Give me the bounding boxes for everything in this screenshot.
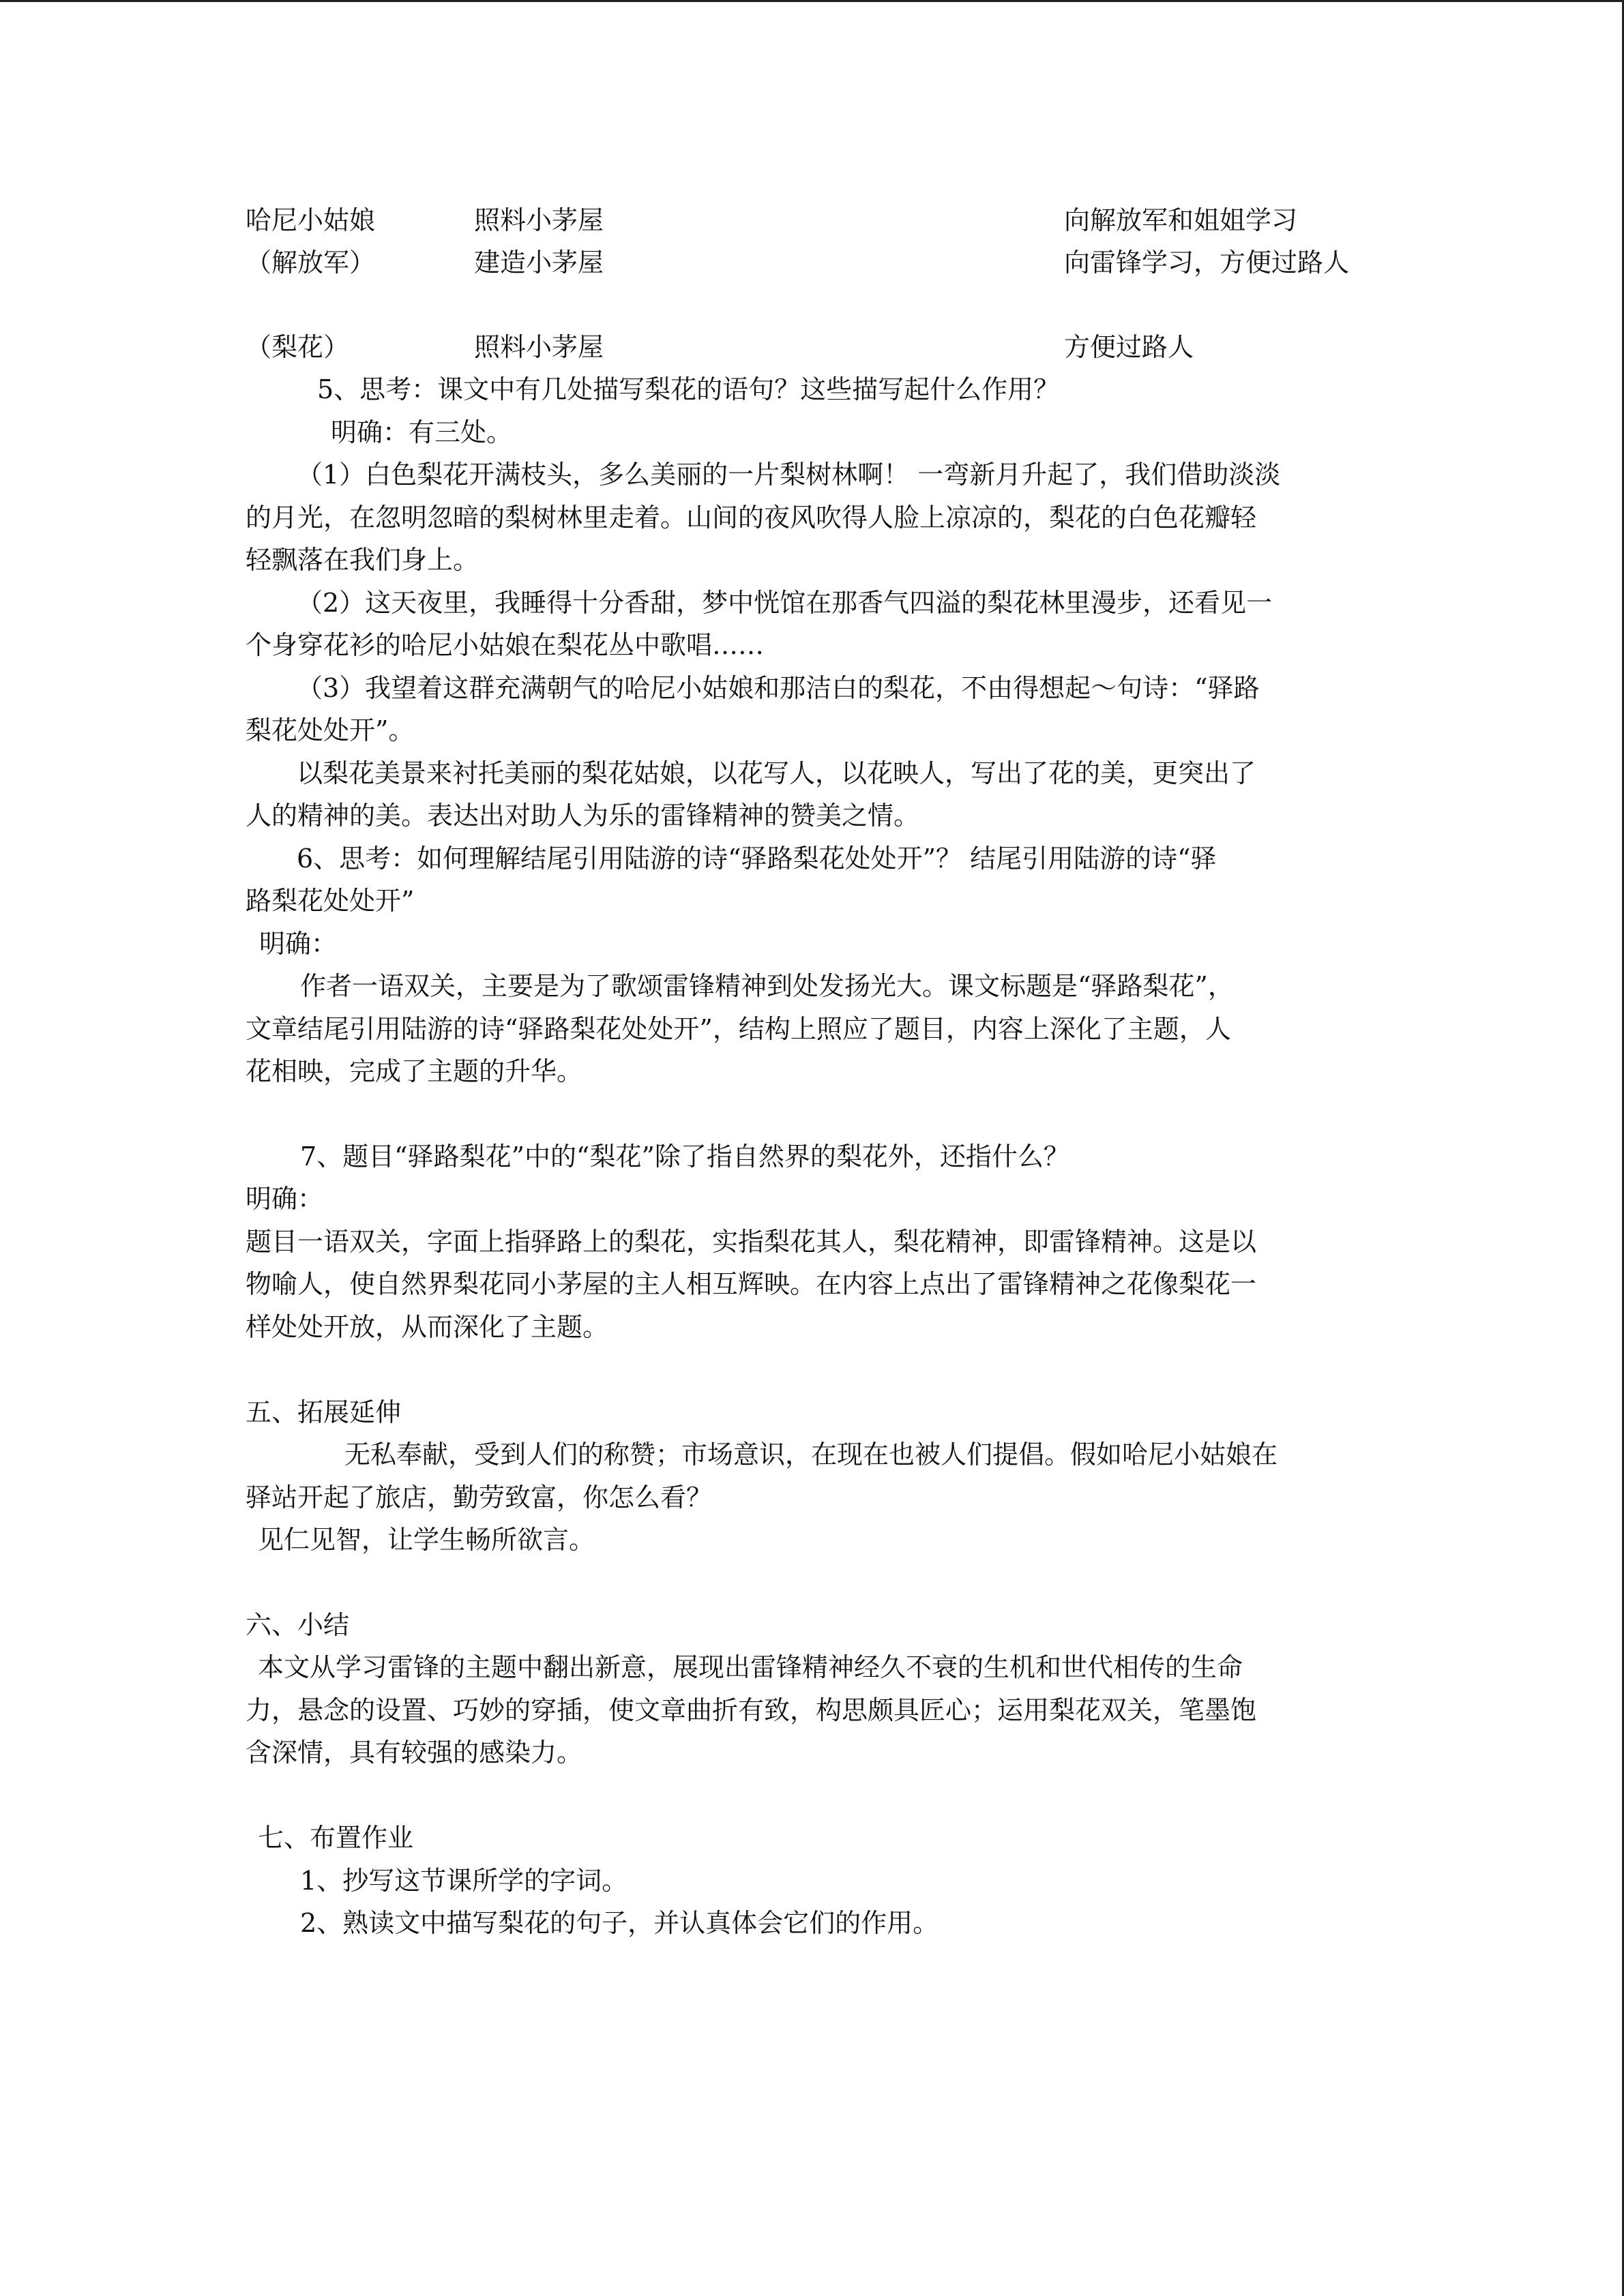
section-5-heading: 五、拓展延伸 — [246, 1397, 402, 1427]
question-6-line-1: 6、思考：如何理解结尾引用陆游的诗“驿路梨花处处开”？ 结尾引用陆游的诗“驿 — [297, 844, 1217, 874]
meaning-cell: 向雷锋学习，方便过路人 — [1064, 248, 1350, 278]
q7-answer-line-2: 物喻人，使自然界梨花同小茅屋的主人相互辉映。在内容上点出了雷锋精神之花像梨花一 — [246, 1269, 1257, 1299]
action-cell: 建造小茅屋 — [474, 248, 604, 278]
section-7-heading: 七、布置作业 — [258, 1823, 414, 1853]
meaning-cell: 向解放军和姐姐学习 — [1064, 205, 1298, 235]
role-cell: 哈尼小姑娘 — [246, 205, 376, 235]
meaning-cell: 方便过路人 — [1064, 332, 1194, 362]
quote-1-line-2: 的月光，在忽明忽暗的梨树林里走着。山间的夜风吹得人脸上凉凉的，梨花的白色花瓣轻 — [246, 503, 1257, 533]
action-cell: 照料小茅屋 — [474, 205, 604, 235]
question-6-line-2: 路梨花处处开” — [246, 886, 415, 916]
quote-2-line-2: 个身穿花衫的哈尼小姑娘在梨花丛中歌唱…… — [246, 630, 765, 660]
section-6-heading: 六、小结 — [246, 1610, 350, 1640]
table-row — [246, 199, 1378, 241]
role-cell: （梨花） — [246, 332, 350, 362]
action-cell: 照料小茅屋 — [474, 332, 604, 362]
quote-3-line-2: 梨花处处开”。 — [246, 715, 415, 745]
table-row — [246, 326, 1378, 368]
q6-answer-line-3: 花相映，完成了主题的升华。 — [246, 1056, 583, 1086]
q6-answer-line-2: 文章结尾引用陆游的诗“驿路梨花处处开”，结构上照应了题目，内容上深化了主题，人 — [246, 1014, 1231, 1044]
answer-intro: 明确：有三处。 — [331, 417, 513, 447]
section-6-body-line-2: 力，悬念的设置、巧妙的穿插，使文章曲折有致，构思颇具匠心；运用梨花双关，笔墨饱 — [246, 1695, 1257, 1725]
q7-answer-line-1: 题目一语双关，字面上指驿路上的梨花，实指梨花其人，梨花精神，即雷锋精神。这是以 — [246, 1227, 1257, 1257]
section-6-body-line-3: 含深情，具有较强的感染力。 — [246, 1738, 583, 1768]
question-5: 5、思考：课文中有几处描写梨花的语句？这些描写起什么作用？ — [317, 374, 1060, 404]
q5-summary-line-2: 人的精神的美。表达出对助人为乐的雷锋精神的赞美之情。 — [246, 801, 920, 831]
section-6-body-line-1: 本文从学习雷锋的主题中翻出新意，展现出雷锋精神经久不衰的生机和世代相传的生命 — [258, 1652, 1243, 1682]
q7-answer-line-3: 样处处开放，从而深化了主题。 — [246, 1312, 609, 1342]
role-cell: （解放军） — [246, 248, 376, 278]
section-5-note: 见仁见智，让学生畅所欲言。 — [258, 1525, 595, 1555]
quote-3-line-1: （3）我望着这群充满朝气的哈尼小姑娘和那洁白的梨花，不由得想起～句诗：“驿路 — [297, 673, 1260, 703]
q5-summary-line-1: 以梨花美景来衬托美丽的梨花姑娘，以花写人，以花映人，写出了花的美，更突出了 — [297, 758, 1256, 788]
quote-1-line-3: 轻飘落在我们身上。 — [246, 545, 479, 575]
q7-answer-label: 明确： — [246, 1184, 324, 1214]
quote-1-line-1: （1）白色梨花开满枝头，多么美丽的一片梨树林啊！ 一弯新月升起了，我们借助淡淡 — [297, 460, 1281, 490]
homework-item-2: 2、熟读文中描写梨花的句子，并认真体会它们的作用。 — [300, 1908, 939, 1938]
q6-answer-line-1: 作者一语双关，主要是为了歌颂雷锋精神到处发扬光大。课文标题是“驿路梨花”， — [300, 971, 1234, 1001]
homework-item-1: 1、抄写这节课所学的字词。 — [300, 1866, 628, 1896]
q6-answer-label: 明确： — [259, 929, 338, 959]
quote-2-line-1: （2）这天夜里，我睡得十分香甜，梦中恍馆在那香气四溢的梨花林里漫步，还看见一 — [297, 588, 1273, 618]
section-5-body-line-1: 无私奉献，受到人们的称赞；市场意识，在现在也被人们提倡。假如哈尼小姑娘在 — [344, 1440, 1278, 1470]
question-7: 7、题目“驿路梨花”中的“梨花”除了指自然界的梨花外，还指什么？ — [300, 1142, 1069, 1172]
section-5-body-line-2: 驿站开起了旅店，勤劳致富，你怎么看？ — [246, 1482, 713, 1512]
table-row — [246, 241, 1378, 284]
